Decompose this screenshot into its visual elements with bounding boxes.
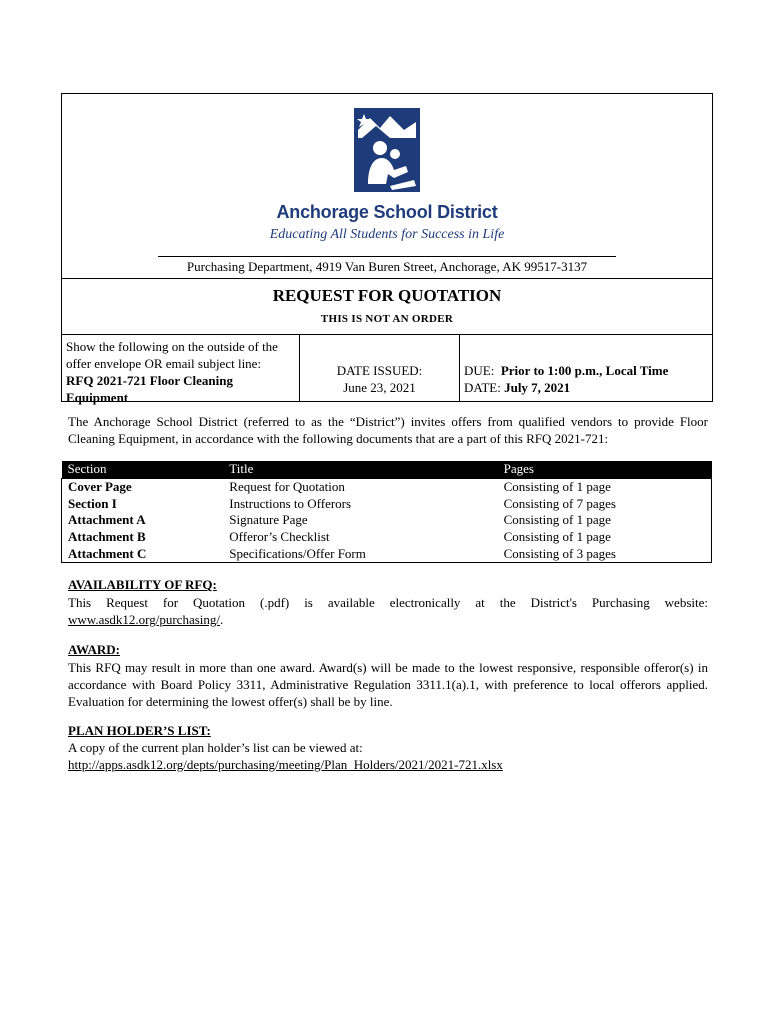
info-row <box>62 335 712 405</box>
header-box <box>61 93 713 405</box>
table-row <box>62 545 712 562</box>
org-tagline: Educating All Students for Success in Life <box>269 227 505 242</box>
date-issued-label: DATE ISSUED: <box>336 363 423 378</box>
date-label: DATE: <box>464 380 501 395</box>
letterhead <box>62 94 712 279</box>
table-header-row <box>62 461 712 478</box>
header-pages: Pages <box>498 461 712 478</box>
divider <box>158 256 616 257</box>
availability-text: This Request for Quotation (.pdf) is available electronically at the District's Purchasing website: <box>68 595 708 610</box>
district-logo-icon <box>354 108 420 192</box>
due-cell <box>460 335 712 401</box>
plan-holders-heading: PLAN HOLDER’S LIST: <box>68 723 211 738</box>
department-address: Purchasing Department, 4919 Van Buren Street, Anchorage, AK 99517-3137 <box>186 259 588 274</box>
row-title: Instructions to Offerors <box>229 495 352 511</box>
plan-holders-text: A copy of the current plan holder’s list can be viewed at: <box>68 740 363 755</box>
award-text: This RFQ may result in more than one award. Award(s) will be made to the lowest responsive, responsible offeror(s) in accordance with Board Policy 3311, Administrative Regulation 3311.1(a).1, with preference to local offerors applied. Evaluation for determining the lowest offer(s) shall be by line. <box>68 660 708 709</box>
row-title: Specifications/Offer Form <box>229 545 366 561</box>
header-section: Section <box>62 461 224 478</box>
rfq-reference: RFQ 2021-721 Floor Cleaning Equipment <box>66 373 233 405</box>
row-pages: Consisting of 3 pages <box>503 545 616 561</box>
intro-paragraph: The Anchorage School District (referred to as the “District”) invites offers from qualified vendors to provide Floor Cleaning Equipment, in accordance with the following documents that are a part of this RFQ 2021-721: <box>68 414 708 446</box>
date-value: July 7, 2021 <box>504 380 571 395</box>
documents-table <box>61 461 712 563</box>
due-value: Prior to 1:00 p.m., Local Time <box>500 363 669 378</box>
row-section: Attachment A <box>68 512 146 528</box>
row-title: Request for Quotation <box>229 479 345 495</box>
date-issued-cell <box>300 335 460 401</box>
award-heading: AWARD: <box>68 642 120 657</box>
instructions-text: Show the following on the outside of the offer envelope OR email subject line: <box>66 339 278 371</box>
purchasing-website-link[interactable]: www.asdk12.org/purchasing/ <box>68 612 221 627</box>
availability-suffix: . <box>220 612 224 627</box>
page-title: REQUEST FOR QUOTATION <box>272 286 502 305</box>
row-title: Offeror’s Checklist <box>229 529 330 545</box>
row-section: Attachment B <box>68 529 146 545</box>
plan-holders-link-line <box>68 756 708 773</box>
row-pages: Consisting of 7 pages <box>503 495 616 511</box>
row-pages: Consisting of 1 page <box>503 479 611 495</box>
row-section: Section I <box>68 495 117 511</box>
availability-heading: AVAILABILITY OF RFQ: <box>68 577 217 592</box>
row-pages: Consisting of 1 page <box>503 512 611 528</box>
table-row <box>62 495 712 512</box>
title-section <box>62 279 712 335</box>
table-row <box>62 478 712 495</box>
row-pages: Consisting of 1 page <box>503 529 611 545</box>
org-name: Anchorage School District <box>276 202 498 222</box>
table-row <box>62 512 712 529</box>
due-label: DUE: <box>464 363 495 378</box>
envelope-instructions <box>62 335 300 405</box>
availability-link-line <box>68 611 708 628</box>
plan-holders-link[interactable]: http://apps.asdk12.org/depts/purchasing/meeting/Plan_Holders/2021/2021-721.xlsx <box>68 757 503 772</box>
row-section: Attachment C <box>68 545 147 561</box>
table-row <box>62 529 712 546</box>
row-section: Cover Page <box>68 479 132 495</box>
date-issued-value: June 23, 2021 <box>343 380 416 395</box>
row-title: Signature Page <box>229 512 308 528</box>
header-title: Title <box>223 461 497 478</box>
page-subtitle: THIS IS NOT AN ORDER <box>320 313 454 325</box>
